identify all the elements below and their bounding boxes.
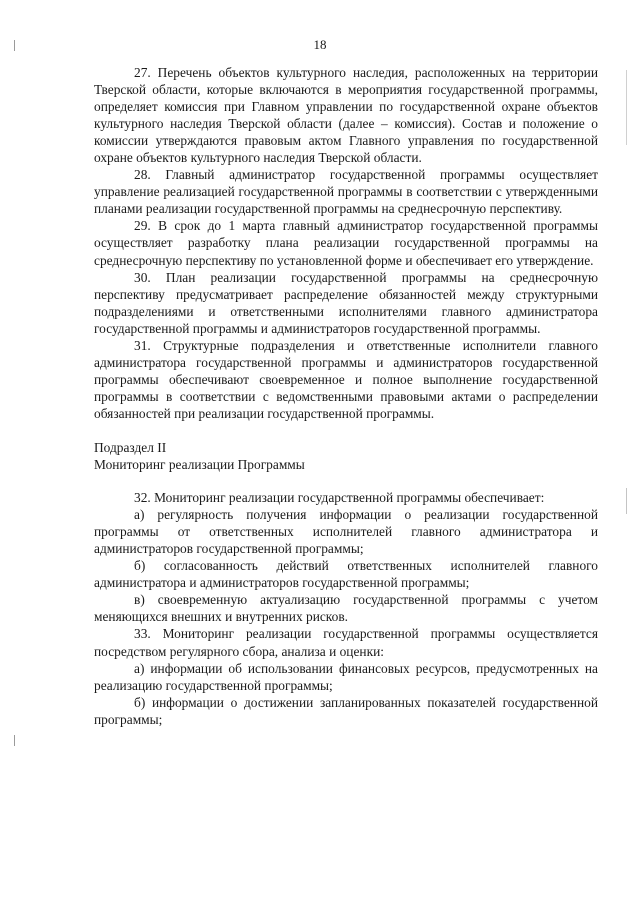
left-margin-mark-bottom <box>14 735 15 746</box>
paragraph-33: 33. Мониторинг реализации государственной программы осуществляется посредством регулярного сбора, анализа и оценки: <box>94 626 598 659</box>
subsection-heading <box>94 439 598 473</box>
subsection-title: Мониторинг реализации Программы <box>94 457 305 473</box>
paragraph-32-b: б) согласованность действий ответственных исполнителей главного администратора и администраторов государственной программы; <box>94 558 598 591</box>
paragraph-33-b: б) информации о достижении запланированных показателей государственной программы; <box>94 694 598 727</box>
document-body <box>94 64 598 728</box>
paragraph-33-a: а) информации об использовании финансовых ресурсов, предусмотренных на реализацию государственной программы; <box>94 660 598 693</box>
paragraph-32-c: в) своевременную актуализацию государственной программы с учетом меняющихся внешних и внутренних рисков. <box>94 592 598 625</box>
paragraph-31: 31. Структурные подразделения и ответственные исполнители главного администратора государственной программы и администраторов государственной программы обеспечивают своевременное и полное выполнение государственной программы в соответствии с ведомственными правовыми актами о распределении обязанностей при реализации государственной программы. <box>94 337 598 421</box>
right-margin-mark-middle <box>626 488 627 514</box>
paragraph-32: 32. Мониторинг реализации государственной программы обеспечивает: <box>134 490 545 506</box>
paragraph-30: 30. План реализации государственной программы на среднесрочную перспективу предусматривает распределение обязанностей между структурными подразделениями и ответственными исполнителями главного администратора государственной программы и администраторов государственной программы. <box>94 269 598 336</box>
paragraph-29: 29. В срок до 1 марта главный администратор государственной программы осуществляет разработку плана реализации государственной программы на среднесрочную перспективу по установленной форме и обеспечивает его утверждение. <box>94 218 598 268</box>
page-number: 18 <box>313 37 327 52</box>
subsection-number: Подраздел II <box>94 439 167 455</box>
right-margin-mark-top <box>626 70 627 145</box>
paragraph-32-a: а) регулярность получения информации о реализации государственной программы от ответственных исполнителей главного администратора и администраторов государственной программы; <box>94 507 598 557</box>
paragraph-28: 28. Главный администратор государственной программы осуществляет управление реализацией государственной программы в соответствии с утвержденными планами реализации государственной программы на среднесрочную перспективу. <box>94 167 598 217</box>
paragraph-27: 27. Перечень объектов культурного наследия, расположенных на территории Тверской области, которые включаются в мероприятия государственной программы, определяет комиссия при Главном управлении по государственной охране объектов культурного наследия Тверской области (далее – комиссия). Состав и положение о комиссии утверждаются правовым актом Главного управления по государственной охране объектов культурного наследия Тверской области. <box>94 65 598 166</box>
